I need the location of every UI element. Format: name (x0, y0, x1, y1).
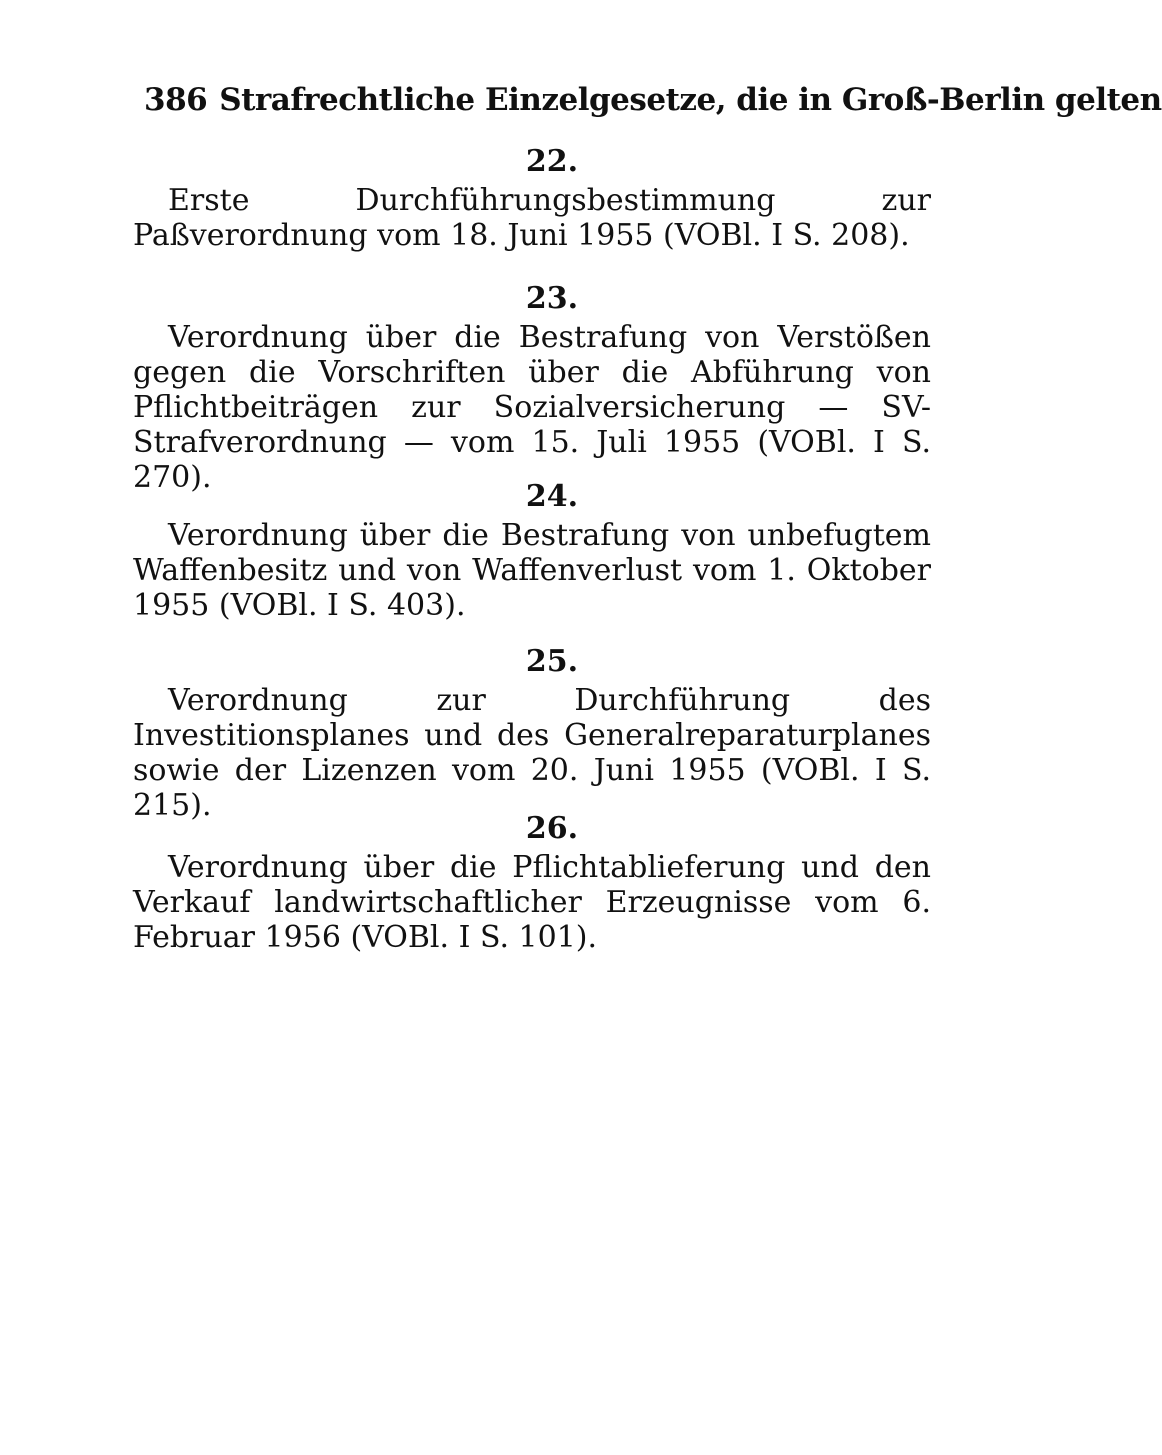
running-title: Strafrechtliche Einzelgesetze, die in Groß-Berlin gelten (219, 82, 1162, 118)
entry-text: Verordnung über die Pflichtablieferung und den Verkauf landwirtschaftlicher Erzeugnisse vom 6. Februar 1956 (VOBl. I S. 101). (133, 850, 931, 955)
law-entry-26 (133, 812, 931, 955)
entry-text: Verordnung zur Durchführung des Investitionsplanes und des Generalreparaturplanes sowie der Lizenzen vom 20. Juni 1955 (VOBl. I S. 215). (133, 683, 931, 823)
entry-text: Verordnung über die Bestrafung von unbefugtem Waffenbesitz und von Waffenverlust vom 1. Oktober 1955 (VOBl. I S. 403). (133, 518, 931, 623)
entry-number: 26. (525, 811, 579, 846)
entry-number: 24. (525, 479, 579, 514)
page-number: 386 (144, 82, 208, 118)
entry-number: 23. (525, 281, 579, 316)
entry-text: Verordnung über die Bestrafung von Verstößen gegen die Vorschriften über die Abführung von Pflichtbeiträgen zur Sozialversicherung — SV-Strafverordnung — vom 15. Juli 1955 (VOBl. I S. 270). (133, 320, 931, 495)
law-entry-24 (133, 480, 931, 623)
entry-text: Erste Durchführungsbestimmung zur Paßverordnung vom 18. Juni 1955 (VOBl. I S. 208). (133, 183, 931, 253)
law-entry-25 (133, 645, 931, 823)
entry-number: 22. (525, 144, 579, 179)
law-entry-22 (133, 145, 931, 253)
law-entry-23 (133, 282, 931, 495)
entry-number: 25. (525, 644, 579, 679)
page-header (144, 80, 1162, 120)
